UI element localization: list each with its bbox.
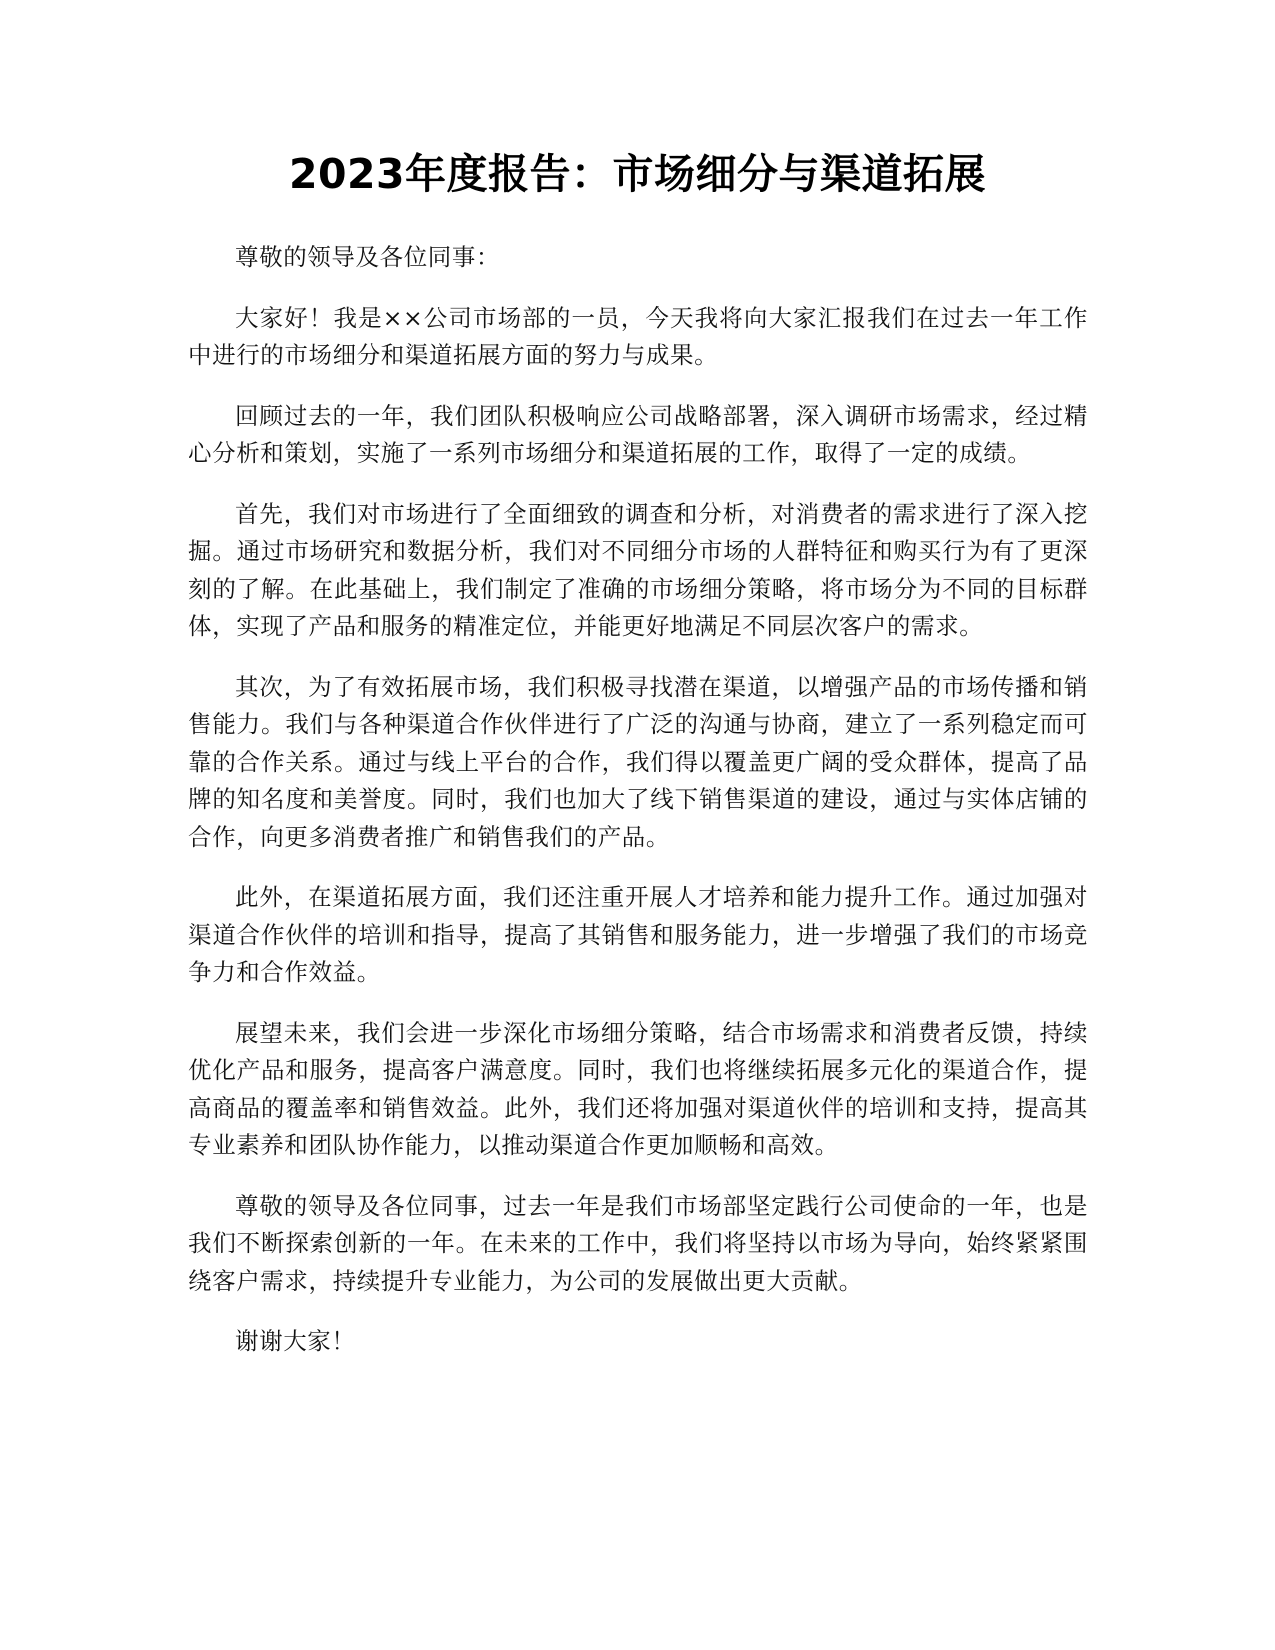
conclusion-paragraph: 尊敬的领导及各位同事，过去一年是我们市场部坚定践行公司使命的一年，也是我们不断探索创新的一年。在未来的工作中，我们将坚持以市场为导向，始终紧紧围绕客户需求，持续提升专业能力，为公司的发展做出更大贡献。 <box>188 1191 1088 1295</box>
outlook-paragraph: 展望未来，我们会进一步深化市场细分策略，结合市场需求和消费者反馈，持续优化产品和服务，提高客户满意度。同时，我们也将继续拓展多元化的渠道合作，提高商品的覆盖率和销售效益。此外，我们还将加强对渠道伙伴的培训和支持，提高其专业素养和团队协作能力，以推动渠道合作更加顺畅和高效。 <box>188 1018 1088 1159</box>
market-segmentation-paragraph: 首先，我们对市场进行了全面细致的调查和分析，对消费者的需求进行了深入挖掘。通过市场研究和数据分析，我们对不同细分市场的人群特征和购买行为有了更深刻的了解。在此基础上，我们制定了准确的市场细分策略，将市场分为不同的目标群体，实现了产品和服务的精准定位，并能更好地满足不同层次客户的需求。 <box>188 499 1088 640</box>
talent-training-paragraph: 此外，在渠道拓展方面，我们还注重开展人才培养和能力提升工作。通过加强对渠道合作伙伴的培训和指导，提高了其销售和服务能力，进一步增强了我们的市场竞争力和合作效益。 <box>188 883 1088 986</box>
intro-paragraph: 大家好！我是××公司市场部的一员，今天我将向大家汇报我们在过去一年工作中进行的市场细分和渠道拓展方面的努力与成果。 <box>188 303 1088 369</box>
channel-expansion-paragraph: 其次，为了有效拓展市场，我们积极寻找潜在渠道，以增强产品的市场传播和销售能力。我们与各种渠道合作伙伴进行了广泛的沟通与协商，建立了一系列稳定而可靠的合作关系。通过与线上平台的合作，我们得以覆盖更广阔的受众群体，提高了品牌的知名度和美誉度。同时，我们也加大了线下销售渠道的建设，通过与实体店铺的合作，向更多消费者推广和销售我们的产品。 <box>188 672 1088 851</box>
salutation-paragraph: 尊敬的领导及各位同事： <box>235 243 501 271</box>
closing-paragraph: 谢谢大家！ <box>235 1327 356 1355</box>
document-title: 2023年度报告：市场细分与渠道拓展 <box>288 150 987 198</box>
review-paragraph: 回顾过去的一年，我们团队积极响应公司战略部署，深入调研市场需求，经过精心分析和策划，实施了一系列市场细分和渠道拓展的工作，取得了一定的成绩。 <box>188 401 1088 467</box>
document-body <box>188 239 1088 1384</box>
